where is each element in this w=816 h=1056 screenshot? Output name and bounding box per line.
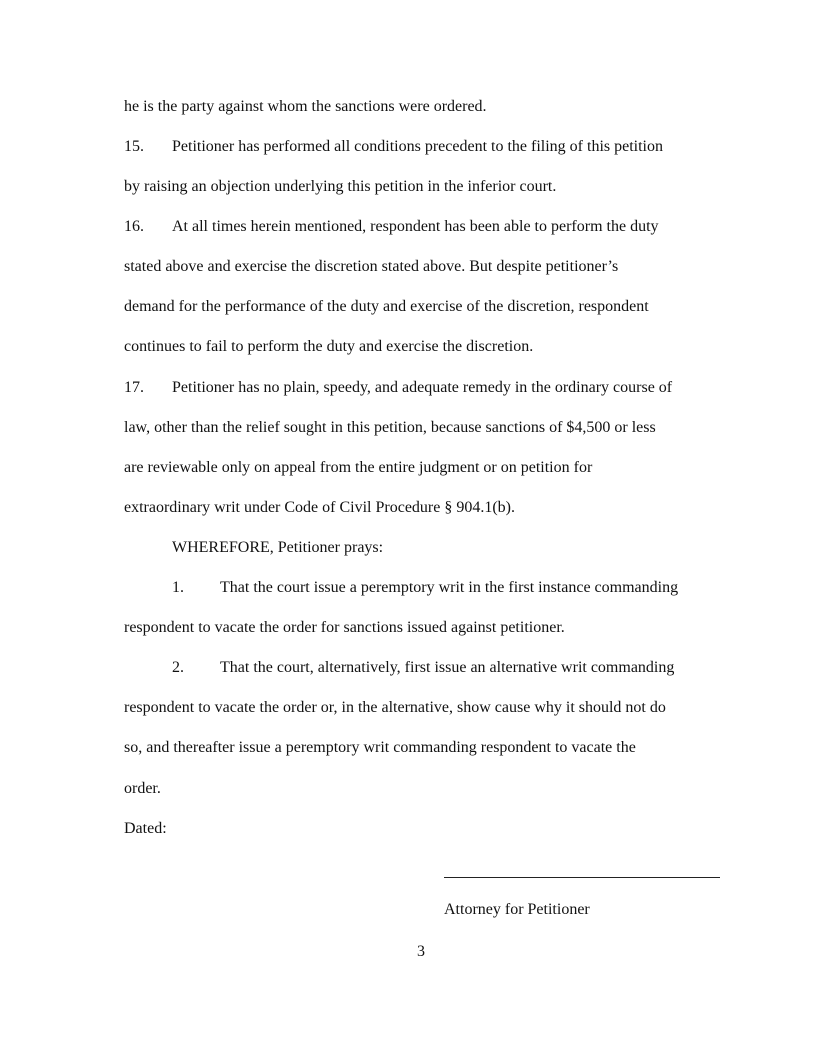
prayer-2-line: order. (124, 780, 161, 797)
paragraph-17-line: law, other than the relief sought in this petition, because sanctions of $4,500 or less (124, 419, 656, 436)
signature-label: Attorney for Petitioner (444, 901, 590, 918)
paragraph-16-first-line (124, 217, 659, 237)
paragraph-15-first-line (124, 137, 663, 157)
prayer-text: That the court issue a peremptory writ in the first instance commanding (220, 579, 679, 596)
prayer-1-line: respondent to vacate the order for sanctions issued against petitioner. (124, 619, 565, 636)
paragraph-16-line: stated above and exercise the discretion stated above. But despite petitioner’s (124, 258, 619, 275)
continuation-line: he is the party against whom the sanctions were ordered. (124, 98, 487, 115)
paragraph-text: At all times herein mentioned, respondent has been able to perform the duty (172, 218, 659, 235)
prayer-number: 2. (172, 659, 184, 676)
paragraph-16-line: continues to fail to perform the duty and exercise the discretion. (124, 338, 534, 355)
prayer-1-first-line (172, 578, 678, 598)
paragraph-number: 16. (124, 218, 144, 235)
paragraph-number: 15. (124, 138, 144, 155)
paragraph-15-line: by raising an objection underlying this petition in the inferior court. (124, 178, 557, 195)
prayer-2-line: respondent to vacate the order or, in the alternative, show cause why it should not do (124, 699, 666, 716)
prayer-2-first-line (172, 658, 674, 678)
paragraph-17-line: extraordinary writ under Code of Civil Procedure § 904.1(b). (124, 499, 516, 516)
prayer-2-line: so, and thereafter issue a peremptory writ commanding respondent to vacate the (124, 739, 636, 756)
page-number: 3 (417, 943, 425, 960)
signature-line (444, 877, 720, 878)
paragraph-text: Petitioner has no plain, speedy, and adequate remedy in the ordinary course of (172, 379, 673, 396)
paragraph-number: 17. (124, 379, 144, 396)
paragraph-text: Petitioner has performed all conditions precedent to the filing of this petition (172, 138, 663, 155)
dated-label: Dated: (124, 820, 167, 837)
paragraph-17-first-line (124, 378, 672, 398)
prayer-number: 1. (172, 579, 184, 596)
paragraph-17-line: are reviewable only on appeal from the entire judgment or on petition for (124, 459, 593, 476)
paragraph-16-line: demand for the performance of the duty and exercise of the discretion, respondent (124, 298, 649, 315)
prayer-text: That the court, alternatively, first issue an alternative writ commanding (220, 659, 675, 676)
prayer-intro: WHEREFORE, Petitioner prays: (172, 539, 384, 556)
